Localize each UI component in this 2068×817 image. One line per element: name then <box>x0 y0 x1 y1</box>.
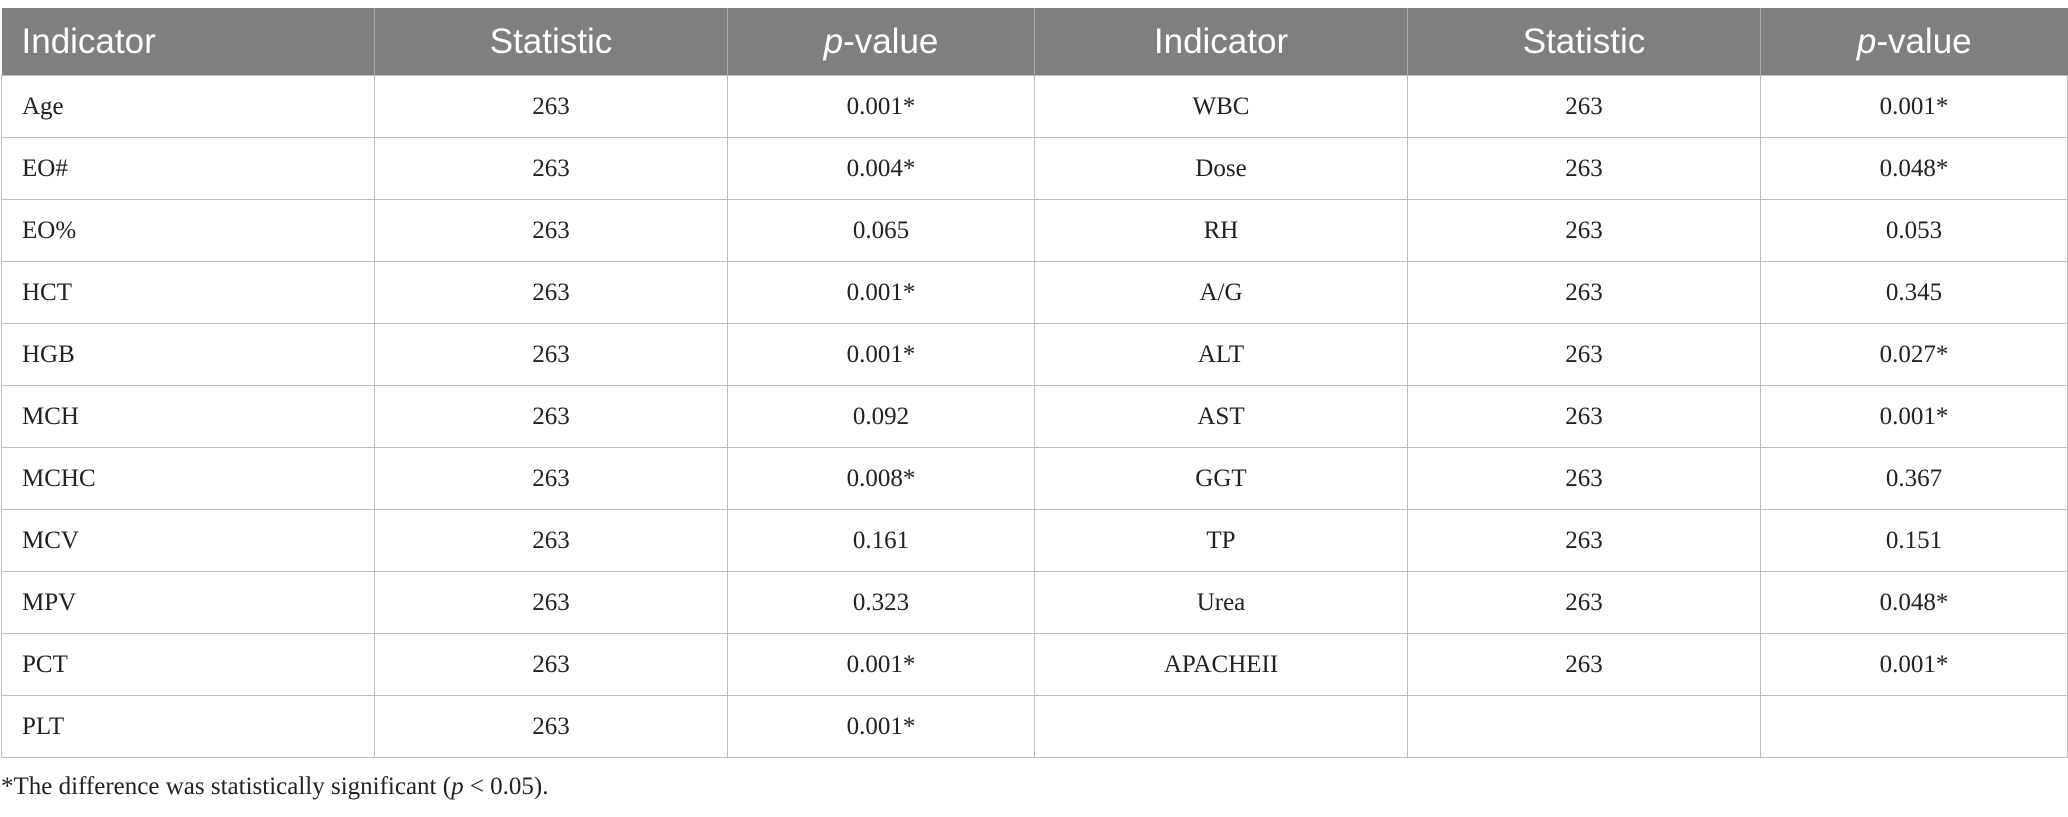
statistic-right-cell: 263 <box>1408 386 1761 448</box>
statistic-left-cell: 263 <box>375 76 728 138</box>
statistic-right-cell: 263 <box>1408 76 1761 138</box>
statistic-left-cell: 263 <box>375 200 728 262</box>
statistic-left-cell: 263 <box>375 262 728 324</box>
statistic-right-cell: 263 <box>1408 262 1761 324</box>
pvalue-left-cell: 0.001* <box>728 324 1035 386</box>
indicator-left-cell: MCH <box>2 386 375 448</box>
header-statistic-left: Statistic <box>375 8 728 76</box>
pvalue-left-cell: 0.001* <box>728 634 1035 696</box>
table-header-row <box>2 8 2068 76</box>
indicator-left-cell: Age <box>2 76 375 138</box>
table-body <box>2 76 2068 758</box>
header-pvalue-suffix: -value <box>1876 21 1972 61</box>
indicator-right-cell: A/G <box>1035 262 1408 324</box>
pvalue-right-cell: 0.048* <box>1761 572 2068 634</box>
results-table-container <box>0 8 2068 758</box>
pvalue-left-cell: 0.323 <box>728 572 1035 634</box>
statistic-right-cell: 263 <box>1408 572 1761 634</box>
table-row <box>2 696 2068 758</box>
pvalue-right-cell: 0.001* <box>1761 386 2068 448</box>
indicator-left-cell: PCT <box>2 634 375 696</box>
statistics-table <box>1 8 2068 758</box>
pvalue-right-cell: 0.345 <box>1761 262 2068 324</box>
statistic-left-cell: 263 <box>375 448 728 510</box>
footnote-prefix: *The difference was statistically significant ( <box>1 773 452 800</box>
header-pvalue-left <box>728 8 1035 76</box>
header-pvalue-p: p <box>823 21 844 61</box>
pvalue-left-cell: 0.001* <box>728 76 1035 138</box>
table-row <box>2 386 2068 448</box>
statistic-right-cell: 263 <box>1408 510 1761 572</box>
indicator-right-cell: ALT <box>1035 324 1408 386</box>
pvalue-left-cell: 0.001* <box>728 696 1035 758</box>
indicator-right-cell: TP <box>1035 510 1408 572</box>
header-pvalue-p: p <box>1856 21 1877 61</box>
indicator-left-cell: HCT <box>2 262 375 324</box>
statistic-left-cell: 263 <box>375 324 728 386</box>
pvalue-left-cell: 0.092 <box>728 386 1035 448</box>
pvalue-right-cell <box>1761 696 2068 758</box>
table-row <box>2 634 2068 696</box>
statistic-left-cell: 263 <box>375 696 728 758</box>
indicator-left-cell: EO% <box>2 200 375 262</box>
indicator-left-cell: EO# <box>2 138 375 200</box>
statistic-right-cell: 263 <box>1408 634 1761 696</box>
header-pvalue-right <box>1761 8 2068 76</box>
indicator-left-cell: HGB <box>2 324 375 386</box>
pvalue-left-cell: 0.161 <box>728 510 1035 572</box>
header-indicator-right: Indicator <box>1035 8 1408 76</box>
table-row <box>2 138 2068 200</box>
footnote-suffix: < 0.05). <box>463 773 549 800</box>
indicator-left-cell: PLT <box>2 696 375 758</box>
pvalue-right-cell: 0.048* <box>1761 138 2068 200</box>
header-pvalue-suffix: -value <box>843 21 939 61</box>
indicator-right-cell <box>1035 696 1408 758</box>
footnote-p: p <box>451 773 464 800</box>
pvalue-right-cell: 0.027* <box>1761 324 2068 386</box>
statistic-right-cell: 263 <box>1408 200 1761 262</box>
indicator-right-cell: GGT <box>1035 448 1408 510</box>
table-row <box>2 448 2068 510</box>
statistic-right-cell: 263 <box>1408 138 1761 200</box>
statistic-right-cell: 263 <box>1408 324 1761 386</box>
indicator-right-cell: RH <box>1035 200 1408 262</box>
pvalue-right-cell: 0.053 <box>1761 200 2068 262</box>
indicator-right-cell: WBC <box>1035 76 1408 138</box>
indicator-left-cell: MPV <box>2 572 375 634</box>
statistic-right-cell <box>1408 696 1761 758</box>
table-row <box>2 76 2068 138</box>
pvalue-left-cell: 0.065 <box>728 200 1035 262</box>
table-row <box>2 262 2068 324</box>
statistic-left-cell: 263 <box>375 386 728 448</box>
table-row <box>2 572 2068 634</box>
statistic-left-cell: 263 <box>375 510 728 572</box>
indicator-right-cell: Dose <box>1035 138 1408 200</box>
indicator-right-cell: AST <box>1035 386 1408 448</box>
table-row <box>2 324 2068 386</box>
statistic-left-cell: 263 <box>375 634 728 696</box>
statistic-left-cell: 263 <box>375 572 728 634</box>
indicator-left-cell: MCV <box>2 510 375 572</box>
pvalue-left-cell: 0.001* <box>728 262 1035 324</box>
header-statistic-right: Statistic <box>1408 8 1761 76</box>
header-indicator-left: Indicator <box>2 8 375 76</box>
pvalue-right-cell: 0.001* <box>1761 634 2068 696</box>
pvalue-right-cell: 0.151 <box>1761 510 2068 572</box>
pvalue-right-cell: 0.367 <box>1761 448 2068 510</box>
statistic-left-cell: 263 <box>375 138 728 200</box>
table-row <box>2 200 2068 262</box>
indicator-left-cell: MCHC <box>2 448 375 510</box>
pvalue-left-cell: 0.004* <box>728 138 1035 200</box>
table-row <box>2 510 2068 572</box>
indicator-right-cell: APACHEII <box>1035 634 1408 696</box>
statistic-right-cell: 263 <box>1408 448 1761 510</box>
indicator-right-cell: Urea <box>1035 572 1408 634</box>
table-footnote <box>1 773 549 801</box>
pvalue-left-cell: 0.008* <box>728 448 1035 510</box>
pvalue-right-cell: 0.001* <box>1761 76 2068 138</box>
